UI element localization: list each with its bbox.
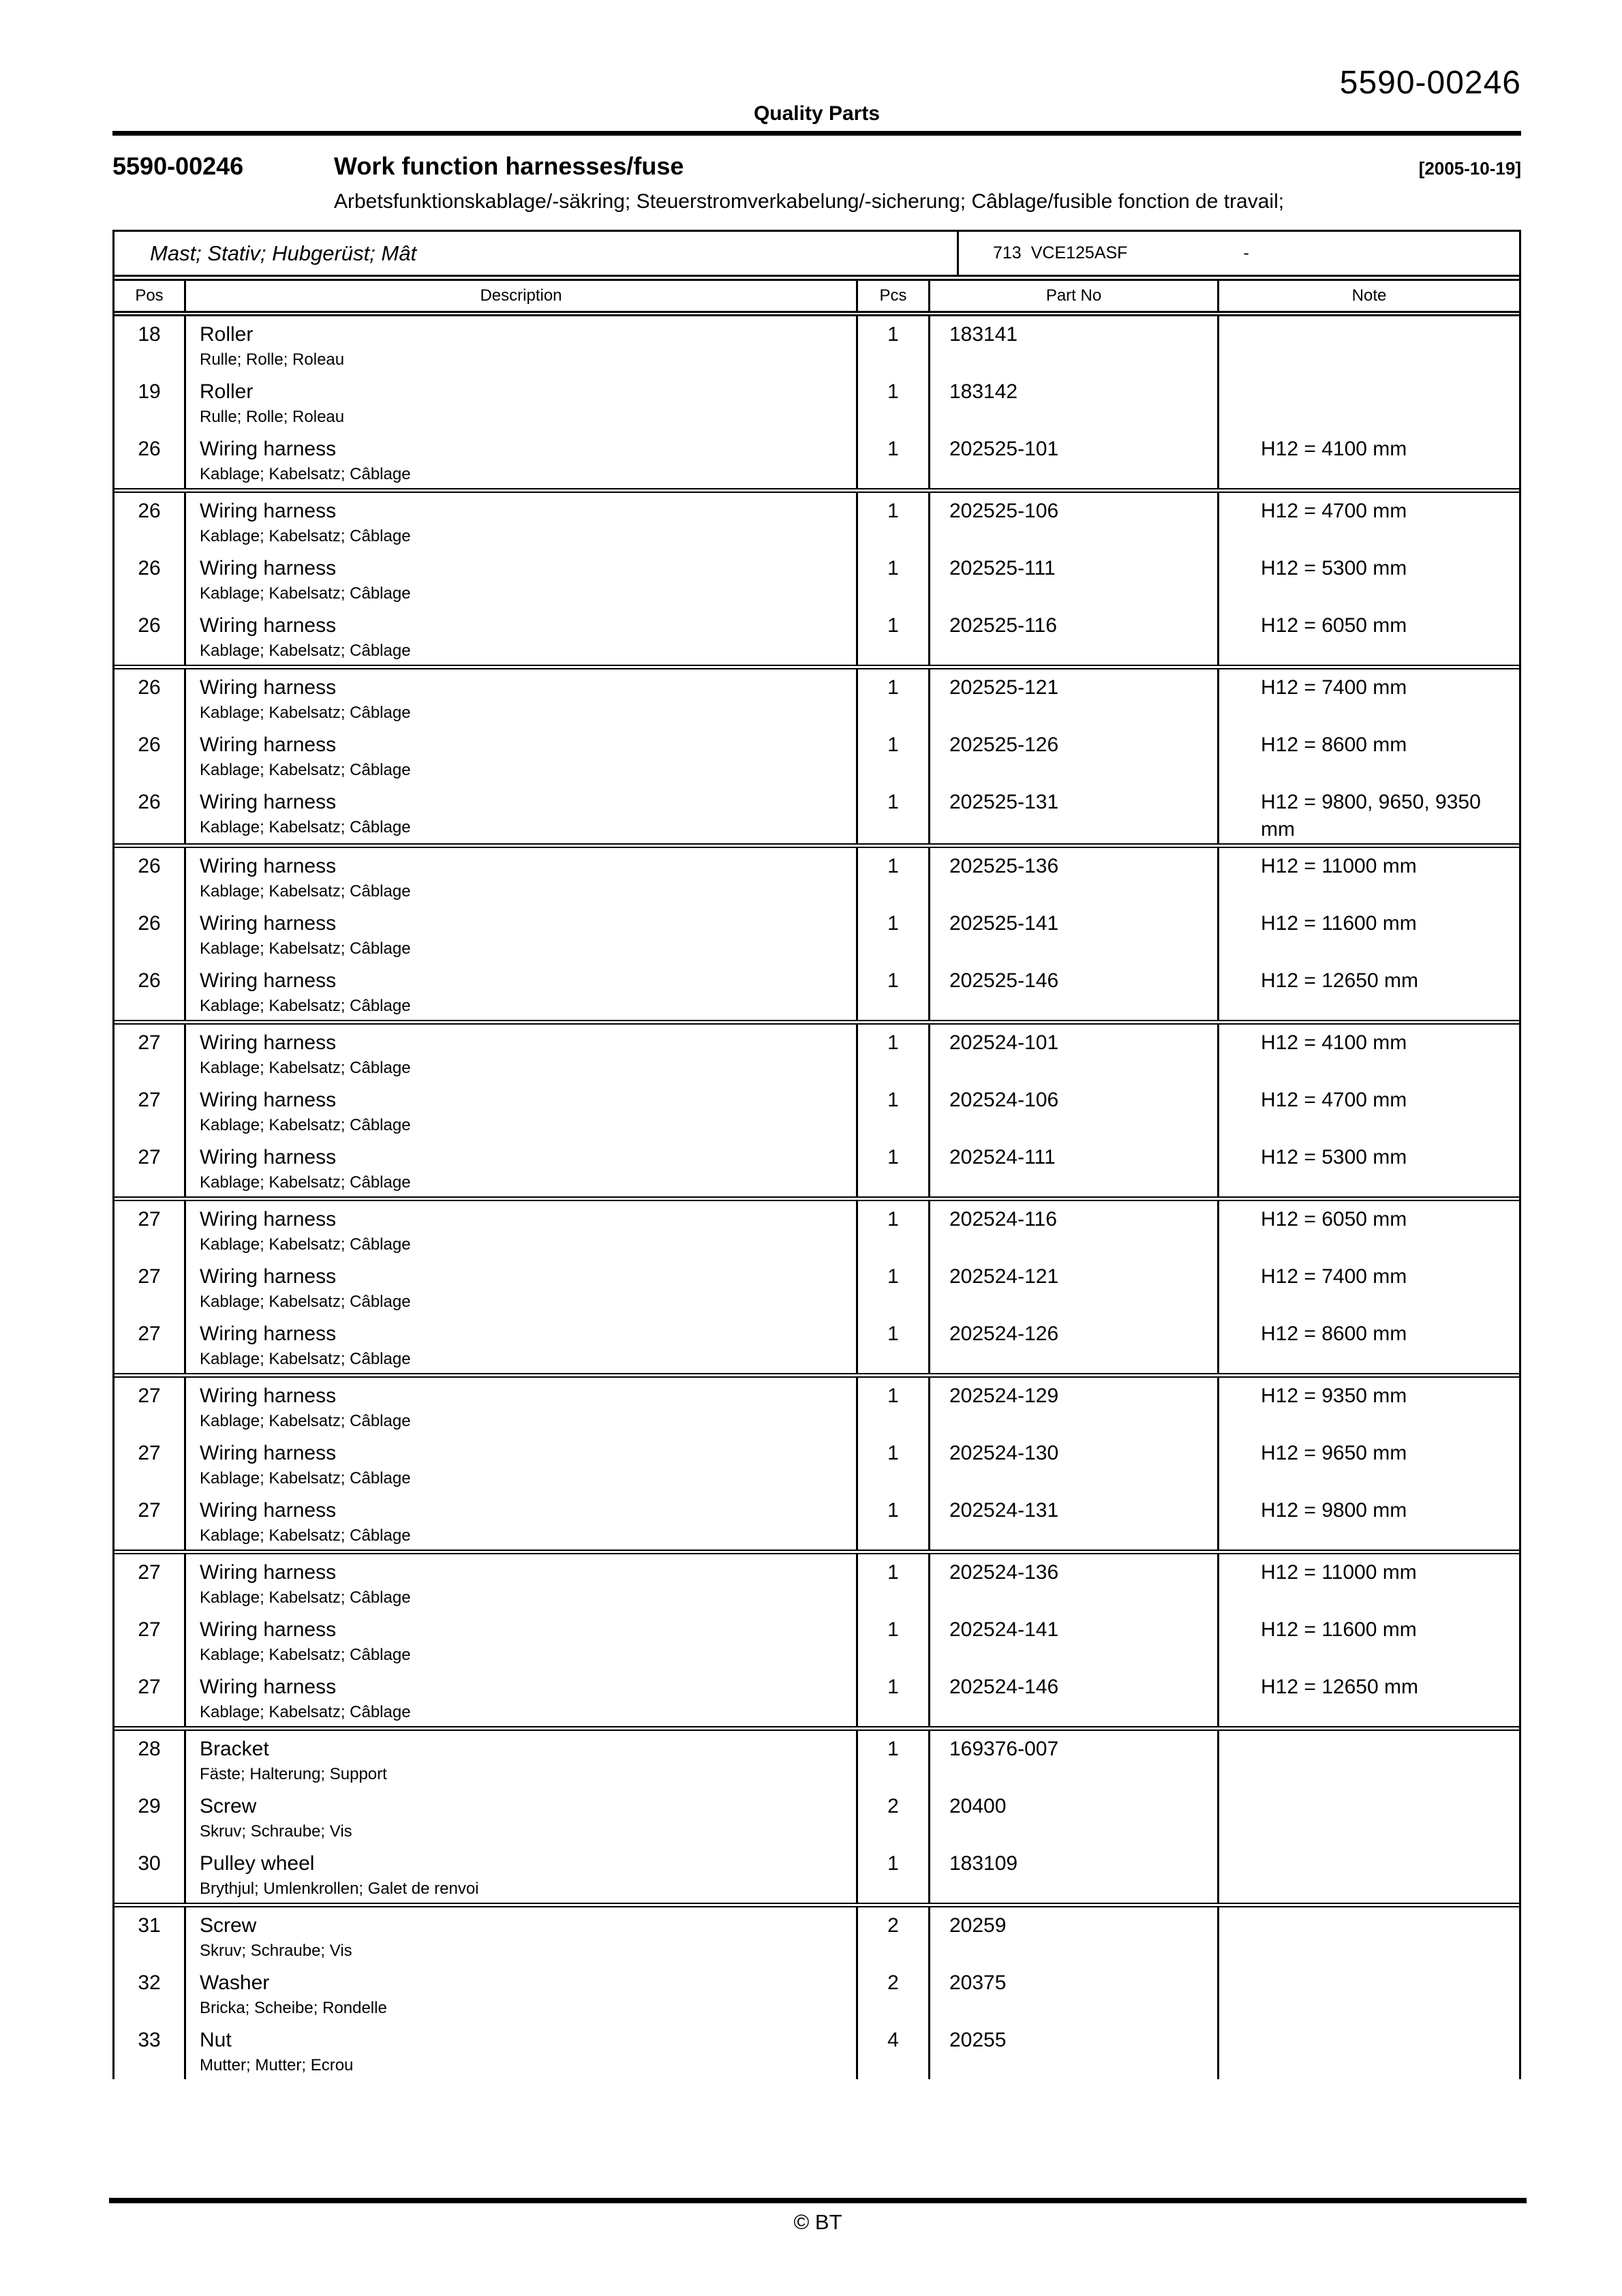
part-no-cell: 183109 [928, 1845, 1217, 1903]
table-row [114, 784, 1519, 843]
pcs-cell: 1 [856, 1201, 928, 1258]
pos-cell: 27 [138, 1561, 161, 1584]
pcs-cell: 1 [856, 1435, 928, 1492]
pos-cell: 26 [138, 791, 161, 813]
description-translations: Kablage; Kabelsatz; Câblage [200, 1703, 411, 1721]
pcs-cell: 2 [856, 1965, 928, 2022]
masthead [112, 0, 1521, 136]
description-translations: Kablage; Kabelsatz; Câblage [200, 584, 411, 603]
note-cell: H12 = 6050 mm [1217, 607, 1519, 665]
model-name: VCE125ASF [1030, 243, 1128, 262]
description-translations: Kablage; Kabelsatz; Câblage [200, 1059, 411, 1077]
note-cell [1217, 1965, 1519, 2022]
description-main: Wiring harness [200, 1323, 337, 1345]
part-no-cell: 202524-111 [928, 1139, 1217, 1196]
part-no-cell: 202524-130 [928, 1435, 1217, 1492]
description-main: Bracket [200, 1738, 269, 1760]
description-main: Wiring harness [200, 1499, 337, 1522]
pcs-cell: 1 [856, 1139, 928, 1196]
parts-table [112, 230, 1521, 2079]
pcs-cell: 1 [856, 374, 928, 431]
note-cell [1217, 1845, 1519, 1903]
table-row [114, 1316, 1519, 1373]
table-row [114, 1025, 1519, 1082]
description-translations: Kablage; Kabelsatz; Câblage [200, 527, 411, 545]
description-cell [184, 905, 856, 963]
part-no-cell: 202525-131 [928, 784, 1217, 843]
group-divider [114, 843, 1519, 848]
pos-cell: 33 [138, 2029, 161, 2051]
part-no-cell: 202524-131 [928, 1492, 1217, 1550]
description-cell [184, 727, 856, 784]
description-main: Wiring harness [200, 1618, 337, 1641]
note-cell [1217, 2022, 1519, 2079]
description-cell [184, 607, 856, 665]
part-no-cell: 202525-101 [928, 431, 1217, 488]
table-row [114, 374, 1519, 431]
pcs-cell: 2 [856, 1788, 928, 1845]
pcs-cell: 1 [856, 727, 928, 784]
description-cell [184, 316, 856, 374]
table-row [114, 1907, 1519, 1965]
description-main: Wiring harness [200, 1089, 337, 1111]
part-no-cell: 202525-121 [928, 669, 1217, 727]
description-translations: Kablage; Kabelsatz; Câblage [200, 1293, 411, 1311]
description-cell [184, 1845, 856, 1903]
note-cell: H12 = 8600 mm [1217, 1316, 1519, 1373]
pcs-cell: 1 [856, 316, 928, 374]
pos-cell: 27 [138, 1323, 161, 1345]
note-cell [1217, 1731, 1519, 1788]
description-cell [184, 1788, 856, 1845]
table-row [114, 1435, 1519, 1492]
part-no-cell: 202524-121 [928, 1258, 1217, 1316]
page-title: Work function harnesses/fuse [334, 152, 684, 180]
pos-cell: 26 [138, 557, 161, 579]
description-main: Wiring harness [200, 1442, 337, 1464]
pos-cell: 28 [138, 1738, 161, 1760]
pos-cell: 18 [138, 323, 161, 346]
description-cell [184, 669, 856, 727]
group-divider [114, 1020, 1519, 1025]
description-cell [184, 374, 856, 431]
description-translations: Kablage; Kabelsatz; Câblage [200, 704, 411, 722]
table-row [114, 1139, 1519, 1196]
description-cell [184, 1612, 856, 1669]
description-translations: Kablage; Kabelsatz; Câblage [200, 1588, 411, 1607]
description-main: Wiring harness [200, 1676, 337, 1698]
note-cell: H12 = 8600 mm [1217, 727, 1519, 784]
table-row [114, 727, 1519, 784]
group-divider [114, 1550, 1519, 1554]
pcs-cell: 1 [856, 669, 928, 727]
table-row [114, 550, 1519, 607]
description-main: Screw [200, 1914, 257, 1937]
pos-cell: 26 [138, 438, 161, 460]
description-translations: Kablage; Kabelsatz; Câblage [200, 1469, 411, 1487]
table-row [114, 1378, 1519, 1435]
note-cell: H12 = 7400 mm [1217, 1258, 1519, 1316]
section-header-box [114, 232, 1519, 281]
pos-cell: 32 [138, 1972, 161, 1994]
pcs-cell: 1 [856, 1731, 928, 1788]
footer [109, 2198, 1527, 2235]
pos-cell: 26 [138, 969, 161, 992]
part-no-cell: 202524-141 [928, 1612, 1217, 1669]
description-translations: Rulle; Rolle; Roleau [200, 350, 345, 369]
col-header-pcs: Pcs [856, 281, 928, 311]
pos-cell: 27 [138, 1499, 161, 1522]
table-row [114, 905, 1519, 963]
description-translations: Kablage; Kabelsatz; Câblage [200, 641, 411, 660]
part-no-cell: 169376-007 [928, 1731, 1217, 1788]
section-name: Mast; Stativ; Hubgerüst; Mât [150, 241, 417, 265]
description-main: Nut [200, 2029, 232, 2051]
description-main: Wiring harness [200, 614, 337, 637]
section-model [957, 232, 1519, 275]
part-no-cell: 202524-101 [928, 1025, 1217, 1082]
part-no-cell: 20259 [928, 1907, 1217, 1965]
pcs-cell: 1 [856, 493, 928, 550]
description-cell [184, 848, 856, 905]
pos-cell: 26 [138, 734, 161, 756]
pos-cell: 27 [138, 1089, 161, 1111]
note-cell: H12 = 11000 mm [1217, 1554, 1519, 1612]
note-cell: H12 = 11600 mm [1217, 1612, 1519, 1669]
pos-cell: 26 [138, 500, 161, 522]
doc-number-large: 5590-00246 [1339, 65, 1521, 101]
note-cell: H12 = 9350 mm [1217, 1378, 1519, 1435]
table-row [114, 848, 1519, 905]
table-row [114, 493, 1519, 550]
table-row [114, 1845, 1519, 1903]
description-translations: Rulle; Rolle; Roleau [200, 408, 345, 426]
description-cell [184, 2022, 856, 2079]
description-translations: Kablage; Kabelsatz; Câblage [200, 939, 411, 958]
description-cell [184, 550, 856, 607]
part-no-cell: 20375 [928, 1965, 1217, 2022]
description-translations: Kablage; Kabelsatz; Câblage [200, 1412, 411, 1430]
subtitle: Arbetsfunktionskablage/-säkring; Steuerstromverkabelung/-sicherung; Câblage/fusible fonction de travail; [334, 190, 1285, 213]
pcs-cell: 1 [856, 1082, 928, 1139]
part-no-cell: 202524-106 [928, 1082, 1217, 1139]
table-row [114, 669, 1519, 727]
pcs-cell: 1 [856, 784, 928, 843]
description-main: Wiring harness [200, 791, 337, 813]
group-divider [114, 1196, 1519, 1201]
serial-range: - [1243, 243, 1249, 262]
note-cell: H12 = 11000 mm [1217, 848, 1519, 905]
description-main: Wiring harness [200, 912, 337, 935]
pos-cell: 31 [138, 1914, 161, 1937]
description-cell [184, 1258, 856, 1316]
description-cell [184, 1492, 856, 1550]
pcs-cell: 1 [856, 1025, 928, 1082]
note-cell: H12 = 11600 mm [1217, 905, 1519, 963]
note-cell [1217, 374, 1519, 431]
doc-code: 5590-00246 [112, 152, 244, 180]
pcs-cell: 1 [856, 1492, 928, 1550]
description-cell [184, 1316, 856, 1373]
note-cell: H12 = 12650 mm [1217, 963, 1519, 1020]
col-header-description: Description [184, 281, 856, 311]
description-main: Wiring harness [200, 734, 337, 756]
col-header-part-no: Part No [928, 281, 1217, 311]
pcs-cell: 1 [856, 1669, 928, 1726]
table-row [114, 431, 1519, 488]
pos-cell: 19 [138, 380, 161, 403]
pcs-cell: 1 [856, 963, 928, 1020]
description-cell [184, 1201, 856, 1258]
group-divider [114, 1726, 1519, 1731]
description-main: Roller [200, 323, 254, 346]
note-cell: H12 = 9800 mm [1217, 1492, 1519, 1550]
description-translations: Kablage; Kabelsatz; Câblage [200, 997, 411, 1015]
description-translations: Fäste; Halterung; Support [200, 1765, 387, 1783]
revision-date: [2005-10-19] [1418, 158, 1521, 179]
content-area [112, 0, 1521, 2079]
description-main: Wiring harness [200, 438, 337, 460]
table-row [114, 607, 1519, 665]
table-row [114, 1258, 1519, 1316]
pos-cell: 27 [138, 1618, 161, 1641]
pos-cell: 27 [138, 1146, 161, 1168]
description-cell [184, 1907, 856, 1965]
pos-cell: 27 [138, 1031, 161, 1054]
pcs-cell: 1 [856, 905, 928, 963]
part-no-cell: 202525-136 [928, 848, 1217, 905]
part-no-cell: 202525-141 [928, 905, 1217, 963]
description-translations: Kablage; Kabelsatz; Câblage [200, 1526, 411, 1545]
table-row [114, 1965, 1519, 2022]
pos-cell: 27 [138, 1265, 161, 1288]
pos-cell: 27 [138, 1385, 161, 1407]
description-main: Wiring harness [200, 500, 337, 522]
header-center-title: Quality Parts [753, 102, 881, 125]
description-cell [184, 1554, 856, 1612]
description-cell [184, 784, 856, 843]
pcs-cell: 1 [856, 1316, 928, 1373]
pos-cell: 27 [138, 1208, 161, 1230]
description-main: Roller [200, 380, 254, 403]
pos-cell: 26 [138, 676, 161, 699]
table-row [114, 963, 1519, 1020]
description-translations: Kablage; Kabelsatz; Câblage [200, 1173, 411, 1192]
description-cell [184, 1139, 856, 1196]
table-row [114, 2022, 1519, 2079]
description-main: Pulley wheel [200, 1852, 315, 1875]
table-row [114, 1731, 1519, 1788]
part-no-cell: 202525-116 [928, 607, 1217, 665]
copyright: © BT [793, 2210, 842, 2234]
title-block [112, 152, 1521, 216]
part-no-cell: 202524-126 [928, 1316, 1217, 1373]
description-cell [184, 1378, 856, 1435]
description-translations: Bricka; Scheibe; Rondelle [200, 1999, 387, 2017]
col-header-pos: Pos [135, 286, 164, 305]
pos-cell: 26 [138, 855, 161, 877]
title-line [112, 152, 1521, 181]
description-main: Wiring harness [200, 557, 337, 579]
part-no-cell: 20400 [928, 1788, 1217, 1845]
description-cell [184, 1025, 856, 1082]
table-row [114, 1201, 1519, 1258]
description-main: Screw [200, 1795, 257, 1817]
description-cell [184, 1731, 856, 1788]
description-main: Wiring harness [200, 1031, 337, 1054]
part-no-cell: 20255 [928, 2022, 1217, 2079]
group-divider [114, 665, 1519, 669]
pcs-cell: 2 [856, 1907, 928, 1965]
table-rows [114, 316, 1519, 2079]
table-row [114, 1612, 1519, 1669]
description-cell [184, 431, 856, 488]
note-cell: H12 = 4700 mm [1217, 1082, 1519, 1139]
note-cell: H12 = 5300 mm [1217, 1139, 1519, 1196]
description-translations: Kablage; Kabelsatz; Câblage [200, 1350, 411, 1368]
description-translations: Mutter; Mutter; Ecrou [200, 2056, 354, 2074]
description-main: Wiring harness [200, 1385, 337, 1407]
pos-cell: 26 [138, 912, 161, 935]
pcs-cell: 4 [856, 2022, 928, 2079]
note-cell [1217, 1788, 1519, 1845]
pos-cell: 27 [138, 1676, 161, 1698]
part-no-cell: 202525-126 [928, 727, 1217, 784]
description-cell [184, 963, 856, 1020]
description-main: Wiring harness [200, 1208, 337, 1230]
description-cell [184, 1965, 856, 2022]
description-translations: Skruv; Schraube; Vis [200, 1822, 352, 1841]
note-cell: H12 = 5300 mm [1217, 550, 1519, 607]
pos-cell: 27 [138, 1442, 161, 1464]
note-cell: H12 = 6050 mm [1217, 1201, 1519, 1258]
footer-rule [109, 2198, 1527, 2203]
part-no-cell: 202524-129 [928, 1378, 1217, 1435]
description-cell [184, 1082, 856, 1139]
part-no-cell: 202524-146 [928, 1669, 1217, 1726]
pcs-cell: 1 [856, 607, 928, 665]
pcs-cell: 1 [856, 431, 928, 488]
part-no-cell: 202524-136 [928, 1554, 1217, 1612]
description-main: Wiring harness [200, 1265, 337, 1288]
description-cell [184, 493, 856, 550]
pcs-cell: 1 [856, 1845, 928, 1903]
table-row [114, 316, 1519, 374]
description-main: Wiring harness [200, 676, 337, 699]
description-cell [184, 1435, 856, 1492]
part-no-cell: 183142 [928, 374, 1217, 431]
part-no-cell: 202524-116 [928, 1201, 1217, 1258]
note-cell [1217, 1907, 1519, 1965]
pos-cell: 29 [138, 1795, 161, 1817]
description-main: Washer [200, 1972, 270, 1994]
description-cell [184, 1669, 856, 1726]
table-row [114, 1082, 1519, 1139]
description-translations: Kablage; Kabelsatz; Câblage [200, 1235, 411, 1254]
description-translations: Kablage; Kabelsatz; Câblage [200, 818, 411, 836]
description-main: Wiring harness [200, 855, 337, 877]
pcs-cell: 1 [856, 848, 928, 905]
pcs-cell: 1 [856, 1554, 928, 1612]
part-no-cell: 202525-106 [928, 493, 1217, 550]
note-cell: H12 = 4100 mm [1217, 1025, 1519, 1082]
description-translations: Skruv; Schraube; Vis [200, 1942, 352, 1960]
table-row [114, 1669, 1519, 1726]
description-translations: Kablage; Kabelsatz; Câblage [200, 1646, 411, 1664]
column-header-row [114, 281, 1519, 316]
note-cell: H12 = 9650 mm [1217, 1435, 1519, 1492]
description-translations: Kablage; Kabelsatz; Câblage [200, 761, 411, 779]
part-no-cell: 202525-146 [928, 963, 1217, 1020]
table-row [114, 1554, 1519, 1612]
description-main: Wiring harness [200, 1146, 337, 1168]
part-no-cell: 202525-111 [928, 550, 1217, 607]
col-header-note: Note [1217, 281, 1519, 311]
note-cell: H12 = 4100 mm [1217, 431, 1519, 488]
description-translations: Kablage; Kabelsatz; Câblage [200, 882, 411, 901]
group-divider [114, 488, 1519, 493]
note-cell: H12 = 4700 mm [1217, 493, 1519, 550]
description-main: Wiring harness [200, 1561, 337, 1584]
table-row [114, 1788, 1519, 1845]
description-translations: Brythjul; Umlenkrollen; Galet de renvoi [200, 1879, 479, 1898]
group-divider [114, 1903, 1519, 1907]
description-translations: Kablage; Kabelsatz; Câblage [200, 1116, 411, 1134]
note-cell: H12 = 7400 mm [1217, 669, 1519, 727]
note-cell: H12 = 9800, 9650, 9350 mm [1217, 784, 1519, 843]
note-cell [1217, 316, 1519, 374]
pcs-cell: 1 [856, 1612, 928, 1669]
pcs-cell: 1 [856, 1258, 928, 1316]
pcs-cell: 1 [856, 1378, 928, 1435]
description-translations: Kablage; Kabelsatz; Câblage [200, 465, 411, 483]
table-row [114, 1492, 1519, 1550]
part-no-cell: 183141 [928, 316, 1217, 374]
model-code: 713 [993, 243, 1022, 262]
group-divider [114, 1373, 1519, 1378]
description-main: Wiring harness [200, 969, 337, 992]
pos-cell: 26 [138, 614, 161, 637]
note-cell: H12 = 12650 mm [1217, 1669, 1519, 1726]
pcs-cell: 1 [856, 550, 928, 607]
pos-cell: 30 [138, 1852, 161, 1875]
